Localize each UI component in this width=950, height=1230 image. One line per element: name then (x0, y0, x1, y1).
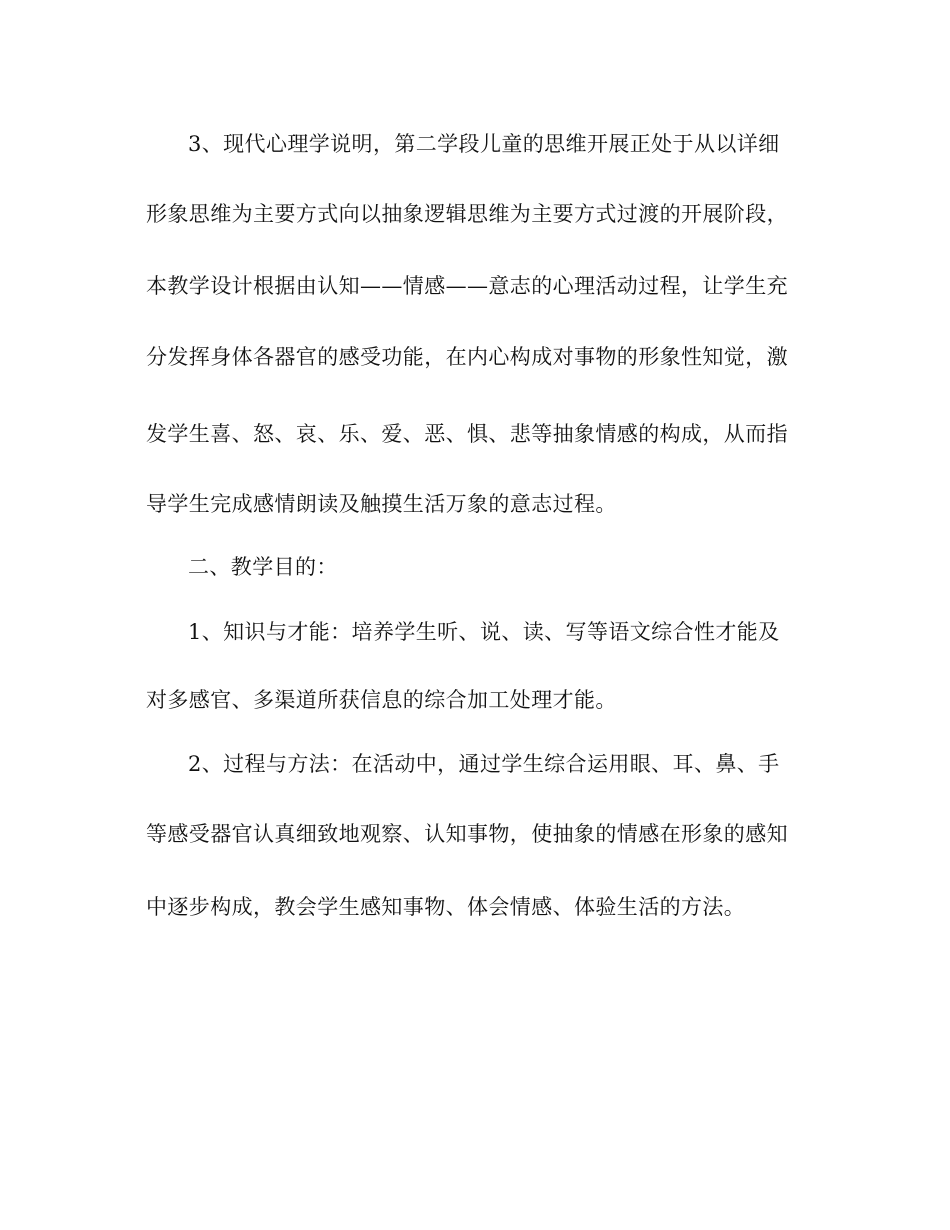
paragraph-3-line-4: 分发挥身体各器官的感受功能，在内心构成对事物的形象性知觉，激 (146, 345, 788, 369)
goal-1-line-2: 对多感官、多渠道所获信息的综合加工处理才能。 (146, 688, 617, 712)
section-heading-teaching-goals: 二、教学目的： (188, 555, 338, 579)
paragraph-3-line-6: 导学生完成感情朗读及触摸生活万象的意志过程。 (146, 492, 617, 516)
goal-2-line-3: 中逐步构成，教会学生感知事物、体会情感、体验生活的方法。 (146, 895, 746, 919)
paragraph-3-line-1: 3、现代心理学说明，第二学段儿童的思维开展正处于从以详细 (188, 132, 780, 156)
goal-1-line-1: 1、知识与才能：培养学生听、说、读、写等语文综合性才能及 (188, 620, 780, 644)
paragraph-3-line-3: 本教学设计根据由认知——情感——意志的心理活动过程，让学生充 (146, 274, 788, 298)
paragraph-3-line-2: 形象思维为主要方式向以抽象逻辑思维为主要方式过渡的开展阶段， (146, 202, 788, 226)
goal-2-line-2: 等感受器官认真细致地观察、认知事物，使抽象的情感在形象的感知 (146, 822, 788, 846)
paragraph-3-line-5: 发学生喜、怒、哀、乐、爱、恶、惧、悲等抽象情感的构成，从而指 (146, 422, 788, 446)
goal-2-line-1: 2、过程与方法：在活动中，通过学生综合运用眼、耳、鼻、手 (188, 752, 780, 776)
